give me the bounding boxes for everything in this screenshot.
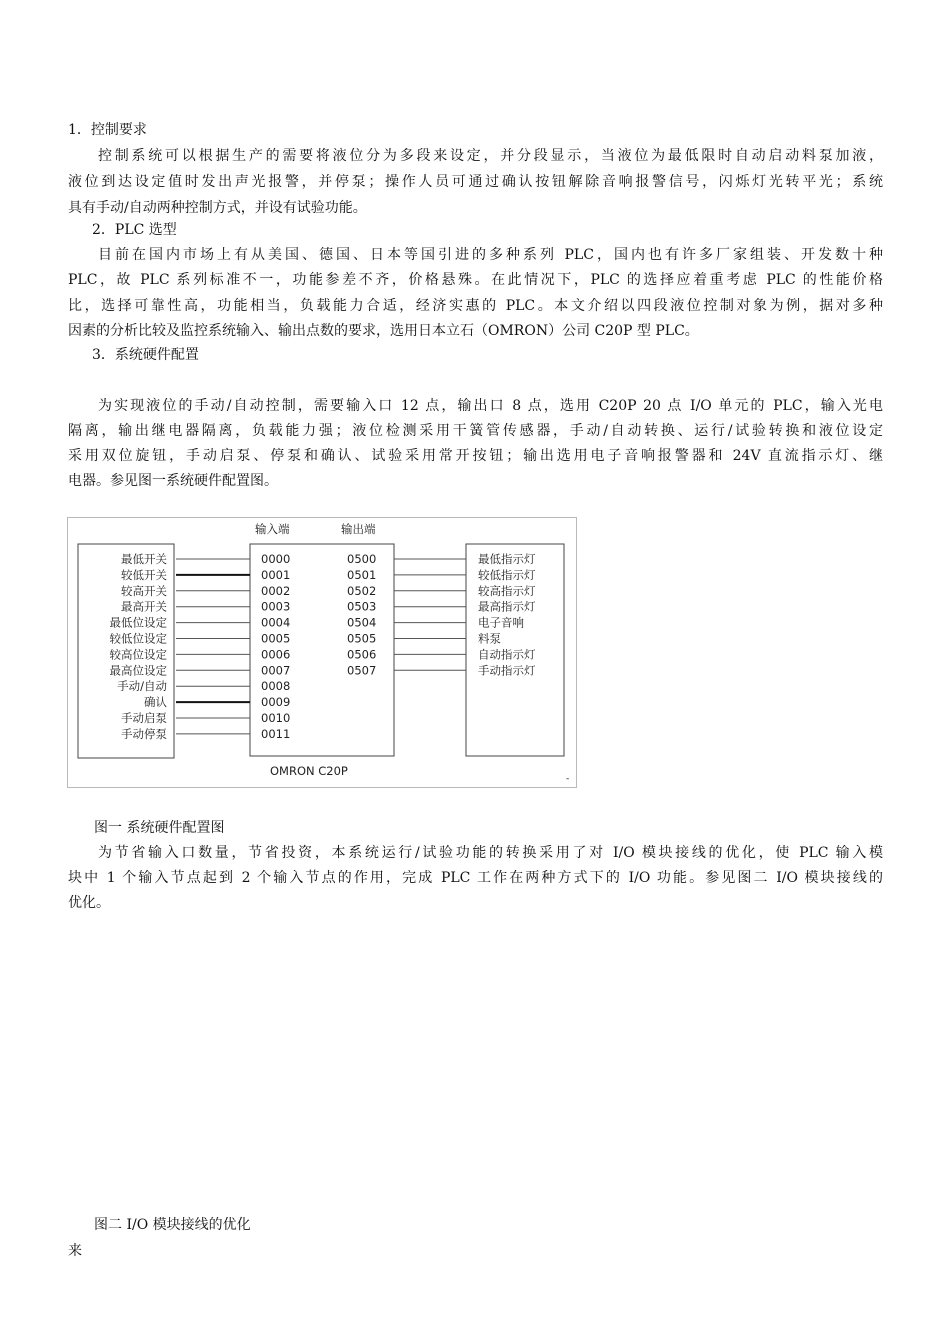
input-label: 较高开关 — [121, 583, 167, 598]
input-label: 较低位设定 — [109, 631, 167, 646]
input-address: 0000 — [261, 552, 291, 566]
input-address: 0009 — [261, 695, 291, 710]
section-3-line-1: 为实现液位的手动/自动控制，需要输入口 12 点，输出口 8 点，选用 C20P 20 点 I/O 单元的 PLC，输入光电 — [98, 398, 883, 414]
input-label: 手动启泵 — [121, 711, 167, 725]
output-header: 输出端 — [341, 522, 376, 536]
input-address: 0008 — [261, 679, 291, 694]
figure-1-caption: 图一 系统硬件配置图 — [94, 820, 225, 836]
input-label: 手动/自动 — [117, 679, 167, 694]
figure-2-caption: 图二 I/O 模块接线的优化 — [94, 1217, 251, 1233]
input-address: 0003 — [261, 599, 291, 614]
section-2-heading: 2．PLC 选型 — [92, 222, 177, 238]
section-1-line-3: 具有手动/自动两种控制方式，并设有试验功能。 — [68, 200, 367, 216]
output-address: 0505 — [347, 631, 377, 646]
section-1-heading: 1．控制要求 — [68, 122, 147, 138]
output-address: 0500 — [347, 552, 377, 566]
section-1-line-2: 液位到达设定值时发出声光报警，并停泵；操作人员可通过确认按钮解除音响报警信号，闪烁灯光转平光；系统 — [68, 174, 883, 190]
section-3-heading: 3．系统硬件配置 — [92, 347, 199, 363]
plc-model-label: OMRON C20P — [270, 764, 348, 778]
input-address: 0001 — [261, 567, 291, 582]
hardware-config-diagram — [67, 517, 577, 788]
input-address: 0006 — [261, 647, 291, 662]
io-rows — [110, 552, 536, 741]
input-address: 0010 — [261, 711, 291, 725]
corner-mark: - — [566, 774, 570, 784]
input-address: 0007 — [261, 663, 291, 678]
input-address: 0002 — [261, 583, 291, 598]
input-label: 手动停泵 — [121, 726, 167, 741]
input-label: 较高位设定 — [109, 647, 167, 662]
output-address: 0502 — [347, 583, 377, 598]
input-address: 0005 — [261, 631, 291, 646]
output-address: 0501 — [347, 567, 377, 582]
output-label: 较高指示灯 — [478, 583, 536, 598]
paragraph-after-line-3: 优化。 — [68, 895, 110, 911]
output-address: 0507 — [347, 663, 377, 678]
input-label: 最高开关 — [121, 599, 167, 614]
paragraph-after-line-1: 为节省输入口数量，节省投资，本系统运行/试验功能的转换采用了对 I/O 模块接线的优化，使 PLC 输入模 — [98, 845, 883, 861]
section-2-line-3: 比，选择可靠性高，功能相当，负载能力合适，经济实惠的 PLC。本文介绍以四段液位控制对象为例，据对多种 — [68, 298, 883, 314]
section-2-line-4: 因素的分析比较及监控系统输入、输出点数的要求，选用日本立石（OMRON）公司 C20P 型 PLC。 — [68, 323, 699, 339]
input-label: 最高位设定 — [109, 663, 167, 678]
section-2-line-1: 目前在国内市场上有从美国、德国、日本等国引进的多种系列 PLC，国内也有许多厂家组装、开发数十种 — [98, 247, 883, 263]
trailing-text: 来 — [68, 1243, 82, 1259]
section-3-line-2: 隔离，输出继电器隔离，负载能力强；液位检测采用干簧管传感器，手动/自动转换、运行/试验转换和液位设定 — [68, 423, 883, 439]
input-address: 0004 — [261, 615, 291, 630]
input-label: 确认 — [144, 695, 167, 710]
output-label: 电子音响 — [478, 615, 524, 630]
input-label: 较低开关 — [121, 567, 167, 582]
input-label: 最低开关 — [121, 552, 167, 566]
section-3-line-3: 采用双位旋钮，手动启泵、停泵和确认、试验采用常开按钮；输出选用电子音响报警器和 24V 直流指示灯、继 — [68, 448, 883, 464]
input-label: 最低位设定 — [109, 615, 167, 630]
input-header: 输入端 — [255, 522, 290, 536]
output-address: 0506 — [347, 647, 377, 662]
section-1-line-1: 控制系统可以根据生产的需要将液位分为多段来设定，并分段显示，当液位为最低限时自动启动料泵加液， — [98, 148, 883, 164]
input-address: 0011 — [261, 726, 291, 741]
output-label: 最低指示灯 — [478, 552, 536, 566]
output-label: 手动指示灯 — [478, 663, 536, 678]
output-label: 料泵 — [478, 631, 501, 646]
output-label: 较低指示灯 — [478, 567, 536, 582]
diagram-canvas — [68, 518, 576, 787]
paragraph-after-line-2: 块中 1 个输入节点起到 2 个输入节点的作用，完成 PLC 工作在两种方式下的 I/O 功能。参见图二 I/O 模块接线的 — [68, 870, 883, 886]
output-address: 0504 — [347, 615, 377, 630]
output-label: 最高指示灯 — [478, 599, 536, 614]
output-label: 自动指示灯 — [478, 647, 536, 662]
section-3-line-4: 电器。参见图一系统硬件配置图。 — [68, 473, 278, 489]
section-2-line-2: PLC，故 PLC 系列标准不一，功能参差不齐，价格悬殊。在此情况下，PLC 的选择应着重考虑 PLC 的性能价格 — [68, 272, 883, 288]
output-address: 0503 — [347, 599, 377, 614]
